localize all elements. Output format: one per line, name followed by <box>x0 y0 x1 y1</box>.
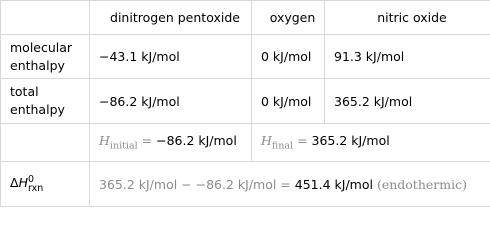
header-oxygen: oxygen <box>252 1 325 35</box>
reaction-enthalpy-equation: 365.2 kJ/mol − −86.2 kJ/mol = 451.4 kJ/mol (endothermic) <box>90 162 490 207</box>
reaction-enthalpy-result: 451.4 kJ/mol <box>294 176 373 192</box>
header-dinitrogen-pentoxide: dinitrogen pentoxide <box>90 1 252 35</box>
row-molecular-enthalpy <box>1 35 490 79</box>
header-nitric-oxide: nitric oxide <box>325 1 490 35</box>
cell-total-dinitrogen-pentoxide: −86.2 kJ/mol <box>90 79 252 124</box>
row-label-total-enthalpy: total enthalpy <box>1 79 90 124</box>
row-label-molecular-enthalpy: molecular enthalpy <box>1 35 90 79</box>
delta-h-rxn-label: $\Delta H^0_{rxn}$ <box>1 162 90 207</box>
cell-molecular-dinitrogen-pentoxide: −43.1 kJ/mol <box>90 35 252 79</box>
h-initial-value: −86.2 kJ/mol <box>156 133 237 149</box>
cell-h-final: $H_{final} = 365.2$ kJ/mol <box>252 124 490 162</box>
header-row <box>1 1 490 35</box>
cell-total-oxygen: 0 kJ/mol <box>252 79 325 124</box>
corner-cell <box>1 1 90 35</box>
row-initial-final <box>1 124 490 162</box>
endothermic-note: (endothermic) <box>372 176 467 192</box>
row-total-enthalpy <box>1 79 490 124</box>
h-final-value: 365.2 kJ/mol <box>311 133 390 149</box>
h-final-symbol: $H_{final}$ <box>261 133 294 152</box>
cell-total-nitric-oxide: 365.2 kJ/mol <box>325 79 490 124</box>
row-reaction-enthalpy <box>1 162 490 207</box>
h-initial-symbol: $H_{initial}$ <box>99 133 138 152</box>
empty-label-cell <box>1 124 90 162</box>
cell-molecular-nitric-oxide: 91.3 kJ/mol <box>325 35 490 79</box>
cell-h-initial: $H_{initial} = -86.2$ kJ/mol <box>90 124 252 162</box>
cell-molecular-oxygen: 0 kJ/mol <box>252 35 325 79</box>
